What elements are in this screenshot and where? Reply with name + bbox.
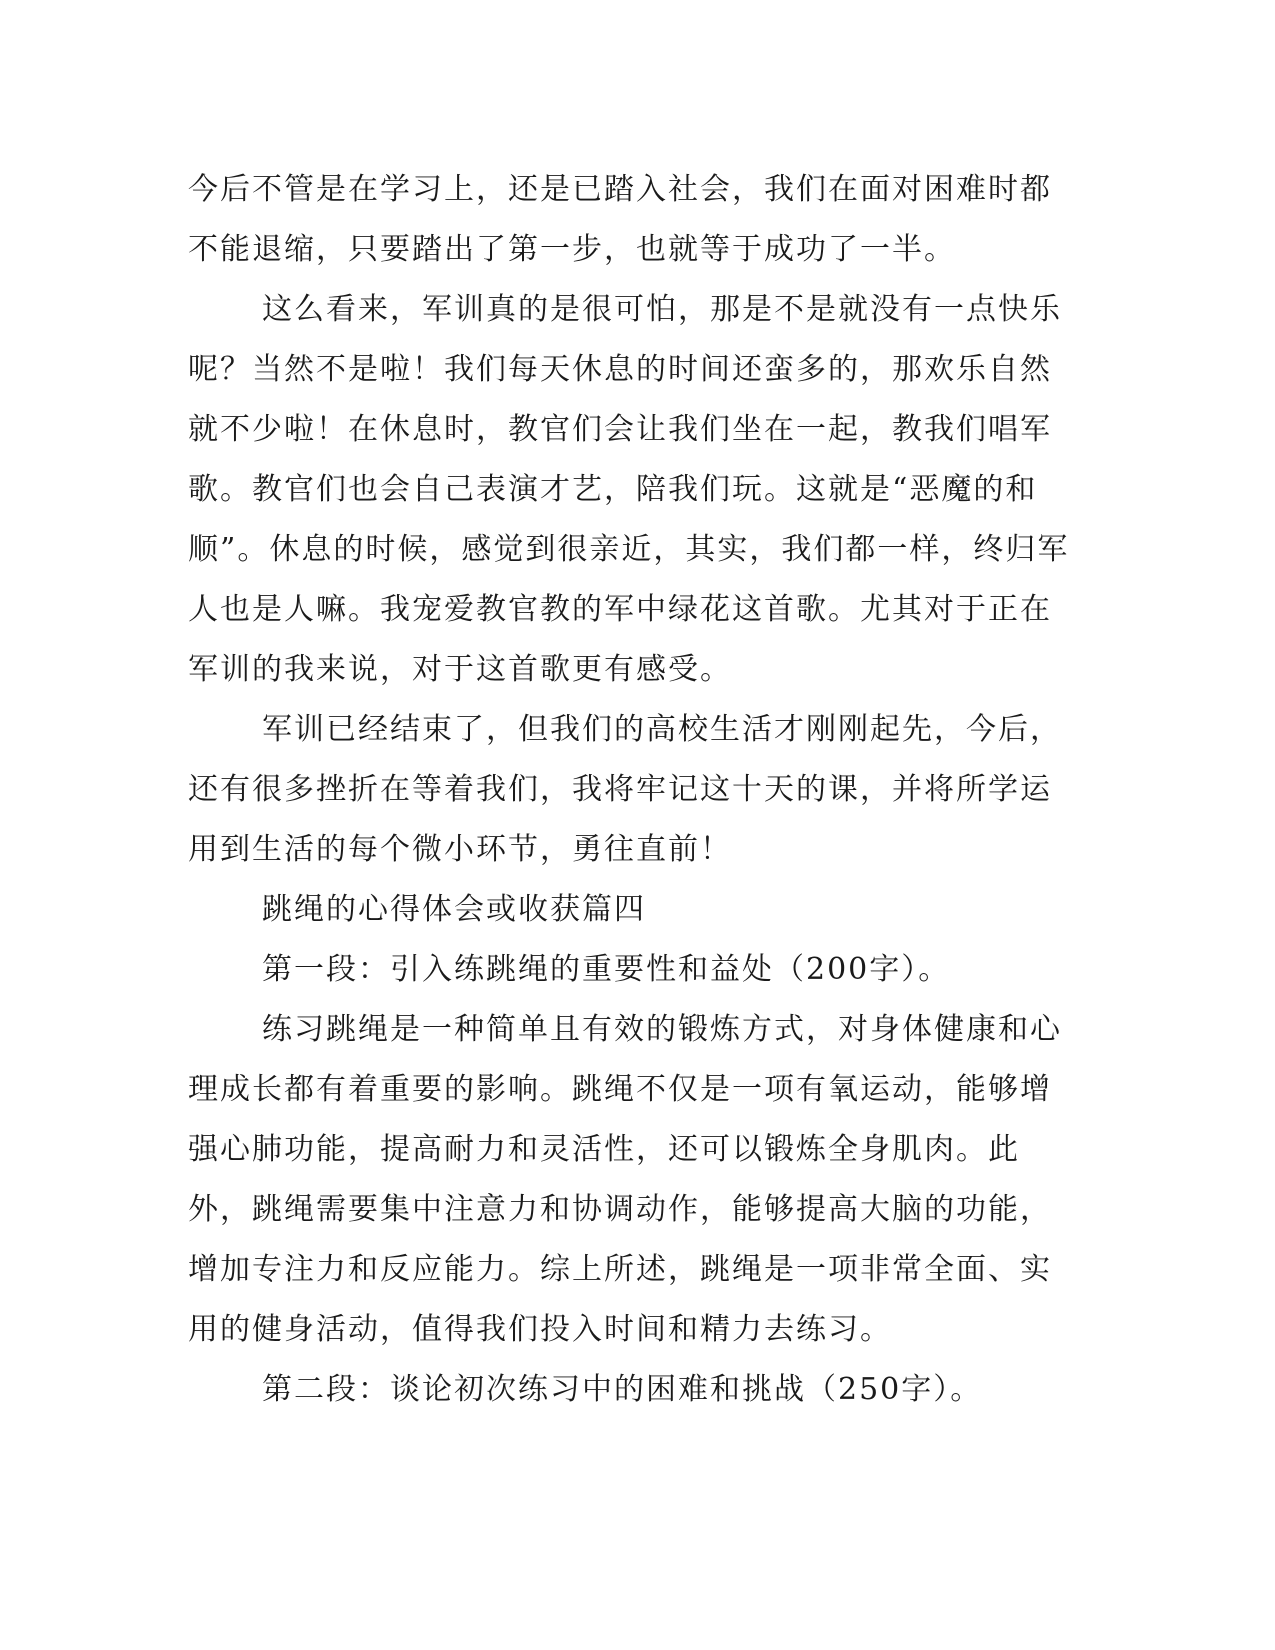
- paragraph-military-training-end: 军训已经结束了，但我们的高校生活才刚刚起先，今后，还有很多挫折在等着我们，我将牢记这十天的课，并将所学运用到生活的每个微小环节，勇往直前！: [188, 712, 1062, 867]
- paragraph-continuation: 今后不管是在学习上，还是已踏入社会，我们在面对困难时都不能退缩，只要踏出了第一步，也就等于成功了一半。: [188, 172, 1052, 267]
- subsection-title-2: 第二段：谈论初次练习中的困难和挑战（250字）。: [262, 1372, 983, 1407]
- section-heading: 跳绳的心得体会或收获篇四: [262, 892, 646, 927]
- subsection-title-1: 第一段：引入练跳绳的重要性和益处（200字）。: [262, 952, 951, 987]
- document-body: [188, 160, 1078, 1420]
- paragraph-jump-rope-benefits: 练习跳绳是一种简单且有效的锻炼方式，对身体健康和心理成长都有着重要的影响。跳绳不仅是一项有氧运动，能够增强心肺功能，提高耐力和灵活性，还可以锻炼全身肌肉。此外，跳绳需要集中注意力和协调动作，能够提高大脑的功能，增加专注力和反应能力。综上所述，跳绳是一项非常全面、实用的健身活动，值得我们投入时间和精力去练习。: [188, 1012, 1062, 1347]
- paragraph-military-training-fun: 这么看来，军训真的是很可怕，那是不是就没有一点快乐呢？当然不是啦！我们每天休息的时间还蛮多的，那欢乐自然就不少啦！在休息时，教官们会让我们坐在一起，教我们唱军歌。教官们也会自己表演才艺，陪我们玩。这就是“恶魔的和顺”。休息的时候，感觉到很亲近，其实，我们都一样，终归军人也是人嘛。我宠爱教官教的军中绿花这首歌。尤其对于正在军训的我来说，对于这首歌更有感受。: [188, 292, 1070, 687]
